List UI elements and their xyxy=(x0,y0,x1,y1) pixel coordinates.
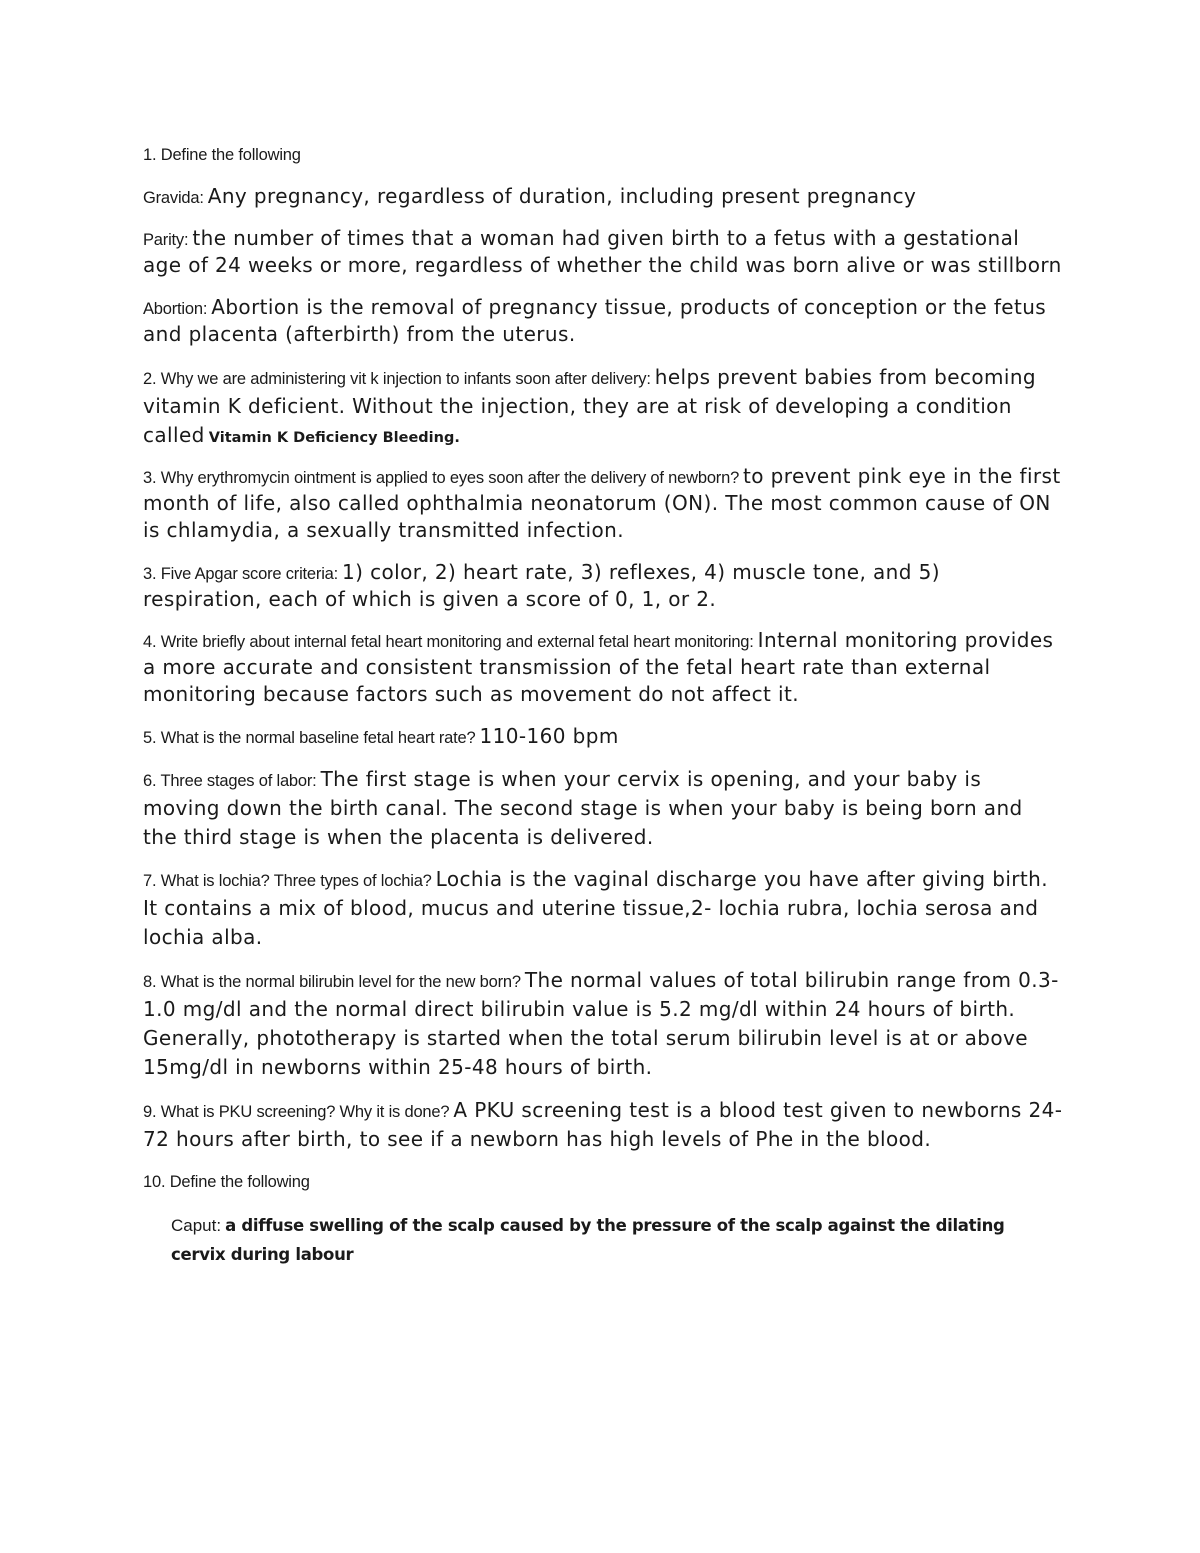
definition-gravida xyxy=(143,183,1063,212)
section-1-heading xyxy=(143,142,1063,169)
question-7 xyxy=(143,866,1063,953)
answer-text: to prevent pink eye in the first month of life, also called ophthalmia neonatorum (ON). The most common cause of ON is chlamydia, a sexually transmitted infection. xyxy=(143,464,1061,542)
question-text: 2. Why we are administering vit k injection to infants soon after delivery: xyxy=(143,370,651,388)
term-label: Caput: xyxy=(171,1216,222,1235)
question-3-erythromycin xyxy=(143,464,1063,545)
answer-emphasis: Vitamin K Deficiency Bleeding. xyxy=(208,430,460,446)
question-text: 3. Why erythromycin ointment is applied to eyes soon after the delivery of newborn? xyxy=(143,469,740,487)
question-text: 10. Define the following xyxy=(143,1173,310,1191)
question-text: 3. Five Apgar score criteria: xyxy=(143,565,339,583)
answer-text: The normal values of total bilirubin range from 0.3-1.0 mg/dl and the normal direct bilirubin value is 5.2 mg/dl within 24 hours of birth. Generally, phototherapy is started when the total serum bilirubin level is at or above 15mg/dl in newborns within 25-48 hours of birth. xyxy=(143,968,1059,1079)
answer-text: Abortion is the removal of pregnancy tissue, products of conception or the fetus and placenta (afterbirth) from the uterus. xyxy=(143,295,1047,346)
question-8 xyxy=(143,967,1063,1083)
definition-parity xyxy=(143,226,1063,280)
term-label: Gravida: xyxy=(143,189,204,207)
question-text: 4. Write briefly about internal fetal heart monitoring and external fetal heart monitoring: xyxy=(143,633,754,651)
question-text: 8. What is the normal bilirubin level for the new born? xyxy=(143,973,521,991)
answer-text: The first stage is when your cervix is opening, and your baby is moving down the birth canal. The second stage is when your baby is being born and the third stage is when the placenta is delivered. xyxy=(143,767,1023,849)
answer-text: Internal monitoring provides a more accurate and consistent transmission of the fetal heart rate than external monitoring because factors such as movement do not affect it. xyxy=(143,628,1054,706)
answer-text: A PKU screening test is a blood test given to newborns 24-72 hours after birth, to see if a newborn has high levels of Phe in the blood. xyxy=(143,1098,1063,1151)
question-2 xyxy=(143,364,1063,451)
answer-text: helps prevent babies from becoming vitamin K deficient. Without the injection, they are at risk of developing a condition called xyxy=(143,365,1036,447)
section-10-heading xyxy=(143,1169,1063,1196)
definition-abortion xyxy=(143,295,1063,349)
term-label: Parity: xyxy=(143,231,189,249)
answer-text: a diffuse swelling of the scalp caused by the pressure of the scalp against the dilating cervix during labour xyxy=(171,1216,1005,1264)
answer-text: 1) color, 2) heart rate, 3) reflexes, 4) muscle tone, and 5) respiration, each of which is given a score of 0, 1, or 2. xyxy=(143,560,940,611)
question-text: 6. Three stages of labor: xyxy=(143,772,317,790)
question-text: 7. What is lochia? Three types of lochia? xyxy=(143,872,432,890)
definition-caput xyxy=(143,1212,1063,1270)
question-5 xyxy=(143,723,1063,752)
answer-text: Lochia is the vaginal discharge you have after giving birth. It contains a mix of blood, mucus and uterine tissue,2- lochia rubra, lochia serosa and lochia alba. xyxy=(143,867,1048,949)
answer-text: 110-160 bpm xyxy=(479,724,619,748)
term-label: Abortion: xyxy=(143,300,208,318)
question-9 xyxy=(143,1097,1063,1155)
question-4 xyxy=(143,628,1063,709)
answer-text: the number of times that a woman had given birth to a fetus with a gestational age of 24 weeks or more, regardless of whether the child was born alive or was stillborn xyxy=(143,226,1062,277)
question-text: 5. What is the normal baseline fetal heart rate? xyxy=(143,729,476,747)
question-3-apgar xyxy=(143,560,1063,614)
document-body xyxy=(143,142,1063,1270)
question-6 xyxy=(143,766,1063,853)
question-text: 9. What is PKU screening? Why it is done? xyxy=(143,1103,450,1121)
answer-text: Any pregnancy, regardless of duration, including present pregnancy xyxy=(207,184,917,208)
question-text: 1. Define the following xyxy=(143,146,301,164)
